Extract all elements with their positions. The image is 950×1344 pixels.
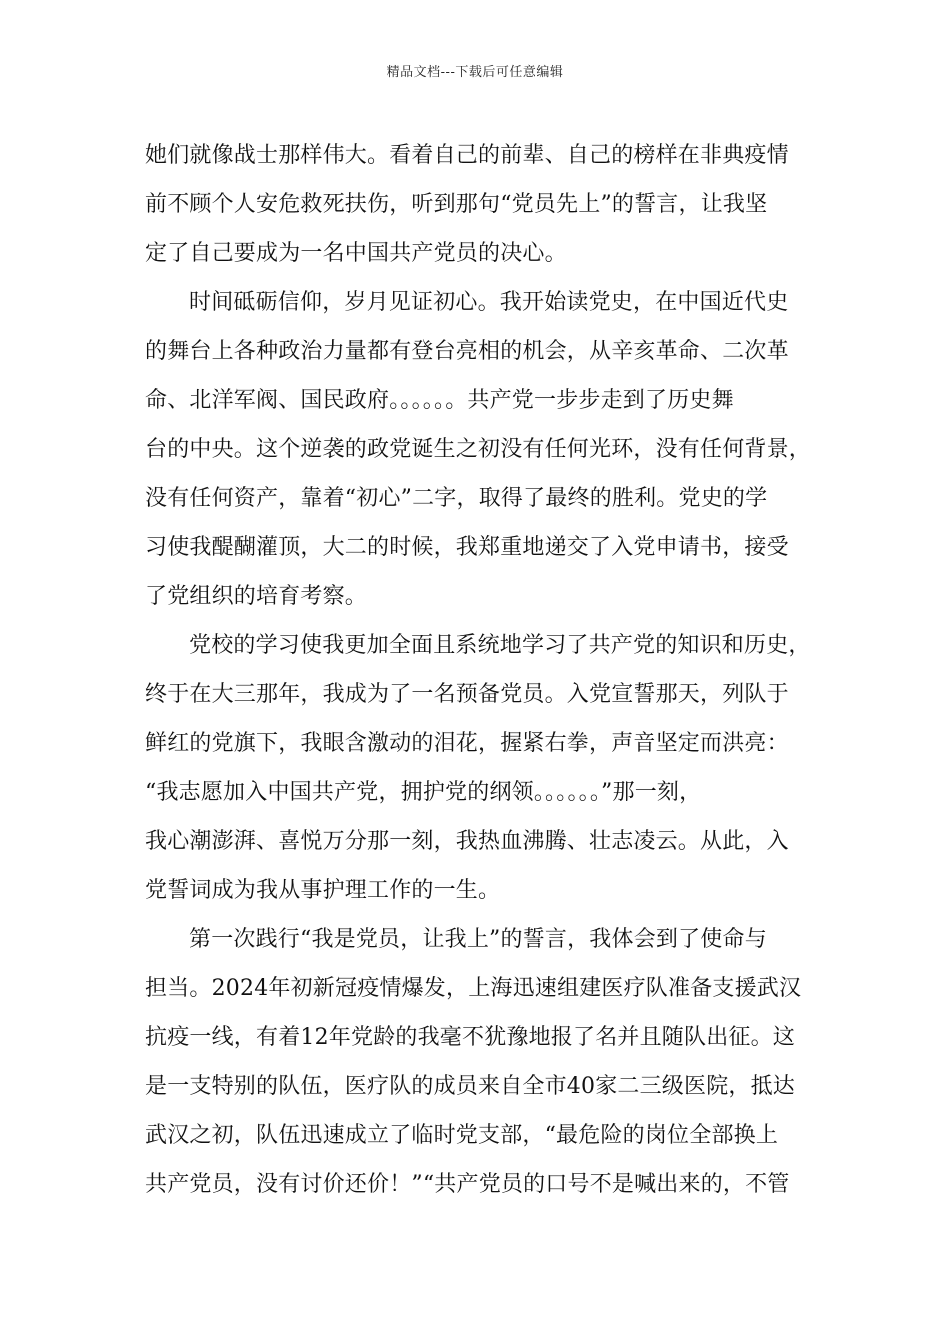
text-line: 她们就像战士那样伟大。看着自己的前辈、自己的榜样在非典疫情 — [145, 143, 789, 168]
text-line: 终于在大三那年，我成为了一名预备党员。入党宣誓那天，列队于 — [145, 682, 789, 707]
text-line: 习使我醍醐灌顶，大二的时候，我郑重地递交了入党申请书，接受 — [145, 535, 789, 560]
text-line: 的舞台上各种政治力量都有登台亮相的机会，从辛亥革命、二次革 — [145, 339, 789, 364]
text-line: 武汉之初，队伍迅速成立了临时党支部，“最危险的岗位全部换上 — [145, 1123, 779, 1148]
text-line: 定了自己要成为一名中国共产党员的决心。 — [145, 241, 567, 266]
text-line: 是一支特别的队伍，医疗队的成员来自全市40家二三级医院，抵达 — [145, 1074, 795, 1099]
text-line: 共产党员，没有讨价还价！”“共产党员的口号不是喊出来的，不管 — [145, 1172, 790, 1197]
text-line: “我志愿加入中国共产党，拥护党的纲领。。。。。。”那一刻， — [145, 780, 702, 805]
text-line: 台的中央。这个逆袭的政党诞生之初没有任何光环，没有任何背景， — [145, 437, 812, 462]
text-line: 命、北洋军阀、国民政府。。。。。。共产党一步步走到了历史舞 — [145, 388, 734, 413]
text-line: 没有任何资产，靠着“初心”二字，取得了最终的胜利。党史的学 — [145, 486, 768, 511]
paragraph-2 — [145, 278, 815, 621]
page-header: 精品文档---下载后可任意编辑 — [386, 65, 564, 80]
paragraph-3 — [145, 621, 815, 915]
text-line: 党誓词成为我从事护理工作的一生。 — [145, 878, 501, 903]
text-line: 第一次践行“我是党员，让我上”的誓言，我体会到了使命与 — [189, 927, 767, 952]
text-line: 了党组织的培育考察。 — [145, 584, 368, 609]
text-line: 抗疫一线，有着12年党龄的我毫不犹豫地报了名并且随队出征。这 — [145, 1025, 795, 1050]
paragraph-1 — [145, 131, 815, 278]
paragraph-4 — [145, 915, 815, 1209]
text-line: 前不顾个人安危救死扶伤，听到那句“党员先上”的誓言，让我坚 — [145, 192, 768, 217]
text-line: 党校的学习使我更加全面且系统地学习了共产党的知识和历史， — [189, 633, 811, 658]
text-line: 担当。2024年初新冠疫情爆发，上海迅速组建医疗队准备支援武汉 — [145, 976, 802, 1001]
document-body — [145, 131, 815, 1209]
text-line: 鲜红的党旗下，我眼含激动的泪花，握紧右拳，声音坚定而洪亮： — [145, 731, 789, 756]
text-line: 我心潮澎湃、喜悦万分那一刻，我热血沸腾、壮志凌云。从此，入 — [145, 829, 789, 854]
text-line: 时间砥砺信仰，岁月见证初心。我开始读党史，在中国近代史 — [189, 290, 789, 315]
